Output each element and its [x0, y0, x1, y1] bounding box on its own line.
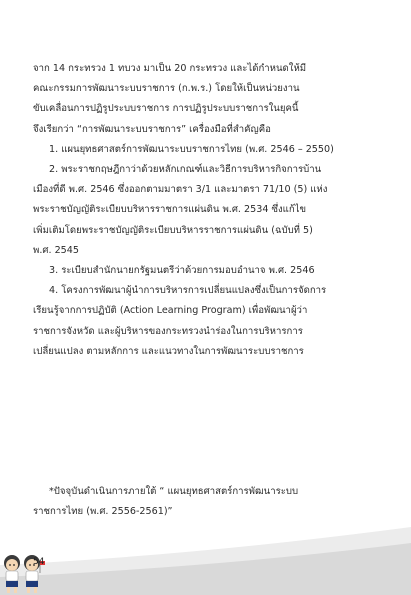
footer-wave-decoration: [0, 525, 411, 595]
text-line: เปลี่ยนแปลง ตามหลักการ และแนวทางในการพัฒนาระบบราชการ: [33, 345, 304, 357]
text-line: 1. แผนยุทธศาสตร์การพัฒนาระบบราชการไทย (พ.ศ. 2546 – 2550): [49, 143, 334, 155]
text-line: เมืองที่ดี พ.ศ. 2546 ซึ่งออกตามมาตรา 3/1 และมาตรา 71/10 (5) แห่ง: [33, 184, 328, 196]
text-line: เพิ่มเติมโดยพระราชบัญญัติระเบียบบริหารราชการแผ่นดิน (ฉบับที่ 5): [33, 224, 313, 236]
text-line: 2. พระราชกฤษฎีกาว่าด้วยหลักเกณฑ์และวิธีการบริหารกิจการบ้าน: [49, 164, 322, 176]
text-line: จึงเรียกว่า “การพัฒนาระบบราชการ” เครื่องมือที่สำคัญคือ: [33, 123, 271, 135]
text-line: พ.ศ. 2545: [33, 244, 79, 256]
text-line: เรียนรู้จากการปฏิบัติ (Action Learning Program) เพื่อพัฒนาผู้ว่า: [33, 305, 308, 317]
text-line: *ปัจจุบันดำเนินการภายใต้ “ แผนยุทธศาสตร์การพัฒนาระบบ: [49, 486, 299, 497]
list-item-3: [33, 261, 383, 281]
list-item-1: [33, 140, 383, 160]
text-line: จาก 14 กระทรวง 1 ทบวง มาเป็น 20 กระทรวง และได้กำหนดให้มี: [33, 63, 307, 74]
page-footer: [0, 525, 411, 595]
text-line: คณะกรรมการพัฒนาระบบราชการ (ก.พ.ร.) โดยให้เป็นหน่วยงาน: [33, 83, 300, 95]
text-line: ราชการจังหวัด และผู้บริหารของกระทรวงนำร่องในการบริหารการ: [33, 325, 303, 337]
page-body: [33, 59, 383, 362]
text-line: 3. ระเบียบสำนักนายกรัฐมนตรีว่าด้วยการมอบอำนาจ พ.ศ. 2546: [49, 265, 315, 277]
list-item-4: [33, 281, 383, 362]
paragraph-intro: [33, 59, 383, 140]
text-line: ขับเคลื่อนการปฏิรูประบบราชการ การปฏิรูประบบราชการในยุคนี้: [33, 103, 299, 115]
footnote: [33, 482, 383, 522]
text-line: พระราชบัญญัติระเบียบบริหารราชการแผ่นดิน พ.ศ. 2534 ซึ่งแก้ไข: [33, 204, 307, 216]
page-number: 54: [33, 557, 45, 567]
list-item-2: [33, 160, 383, 261]
text-line: ราชการไทย (พ.ศ. 2556-2561)”: [33, 506, 173, 518]
text-line: 4. โครงการพัฒนาผู้นำการบริหารการเปลี่ยนแปลงซึ่งเป็นการจัดการ: [49, 285, 327, 297]
